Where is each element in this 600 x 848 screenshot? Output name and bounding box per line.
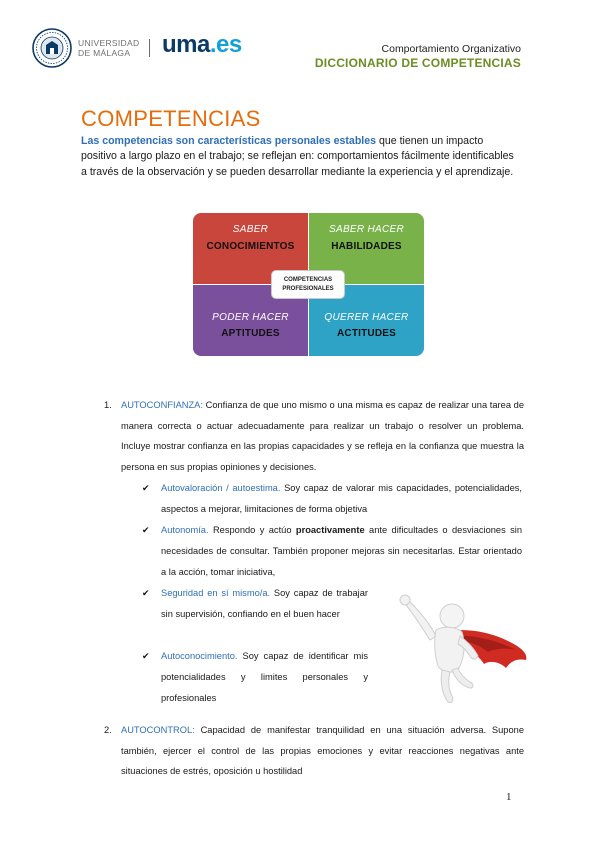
checkmark-icon: ✔ <box>142 588 150 598</box>
sub-list-item <box>142 646 368 708</box>
center-label-1: COMPETENCIAS <box>283 277 333 283</box>
page-number: 1 <box>506 791 512 803</box>
subitem-name: Seguridad en sí mismo/a. <box>161 588 271 598</box>
checkmark-icon: ✔ <box>142 651 150 661</box>
quadrant-label: PODER HACER <box>212 312 289 323</box>
item-name: AUTOCONTROL: <box>121 725 195 735</box>
subitem-text: Respondo y actúo <box>208 525 296 535</box>
university-name <box>78 38 139 58</box>
subitem-name: Autoconocimiento. <box>161 651 238 661</box>
section-title: COMPETENCIAS <box>81 106 261 131</box>
document-title: DICCIONARIO DE COMPETENCIAS <box>314 56 521 70</box>
subitem-text-after: ante dificultades o desviaciones sin necesidades de consultar. También proponer mejoras sin necesitarlas. Estar orientado a la acción, tomar iniciativa, <box>161 525 523 577</box>
subitem-name: Autovaloración / autoestima. <box>161 483 281 493</box>
list-item <box>104 720 524 782</box>
checkmark-icon: ✔ <box>142 483 150 493</box>
sub-list-item <box>142 583 368 625</box>
subitem-text: Soy capaz de valorar mis capacidades, potencialidades, aspectos a mejorar, limitaciones de forma objetiva <box>161 483 523 514</box>
item-text: Capacidad de manifestar tranquilidad en una situación adversa. Supone también, ejercer el control de las propias emociones y evitar reacciones negativas ante situaciones de estrés, oposición u hostilidad <box>121 725 524 777</box>
quadrant-label: QUERER HACER <box>324 312 409 323</box>
quadrant-label: SABER HACER <box>329 224 404 235</box>
sub-list-item <box>142 478 522 520</box>
intro-paragraph <box>81 134 521 180</box>
university-line-2: DE MÁLAGA <box>78 48 131 58</box>
subitem-bold: proactivamente <box>295 525 365 535</box>
university-seal-icon <box>32 28 72 68</box>
item-number: 1. <box>104 400 112 410</box>
sub-list-item <box>142 520 522 582</box>
subitem-name: Autonomía. <box>161 525 209 535</box>
quadrant-title: HABILIDADES <box>331 241 402 252</box>
subitem-text: Soy capaz de trabajar sin supervisión, confiando en el buen hacer <box>161 588 369 619</box>
quadrant-title: CONOCIMIENTOS <box>206 241 295 252</box>
competencias-diagram <box>193 213 424 356</box>
diagram-center-box <box>271 270 345 299</box>
list-item <box>104 395 524 478</box>
center-label-2: PROFESIONALES <box>282 286 334 292</box>
superhero-figure-icon <box>392 590 532 710</box>
subitem-text: Soy capaz de identificar mis potencialidades y limites personales y profesionales <box>161 651 368 703</box>
quadrant-title: ACTITUDES <box>336 328 397 339</box>
quadrant-title: APTITUDES <box>221 328 280 339</box>
university-line-1: UNIVERSIDAD <box>78 38 140 48</box>
page-header <box>0 0 600 80</box>
intro-lead: Las competencias son características personales estables <box>81 135 377 147</box>
item-name: AUTOCONFIANZA: <box>121 400 203 410</box>
uma-es-logo: uma.es <box>162 31 242 58</box>
subject-title: Comportamiento Organizativo <box>381 43 521 55</box>
header-divider <box>149 39 150 57</box>
quadrant-label: SABER <box>232 224 269 235</box>
item-number: 2. <box>104 725 112 735</box>
checkmark-icon: ✔ <box>142 525 150 535</box>
item-text: Confianza de que uno mismo o una misma es capaz de realizar una tarea de manera correcta o actuar adecuadamente para realizar un trabajo o resolver un problema. Incluye mostrar confianza en las propias capacidades y se refleja en la confianza que muestra la persona en sus propias opiniones y decisiones. <box>121 400 524 473</box>
intro-rest: que tienen un impacto positivo a largo plazo en el trabajo; se reflejan en: comportamientos fácilmente identificables a través de la observación y se pueden desarrollar mediante la experiencia y el aprendizaje. <box>81 135 514 178</box>
